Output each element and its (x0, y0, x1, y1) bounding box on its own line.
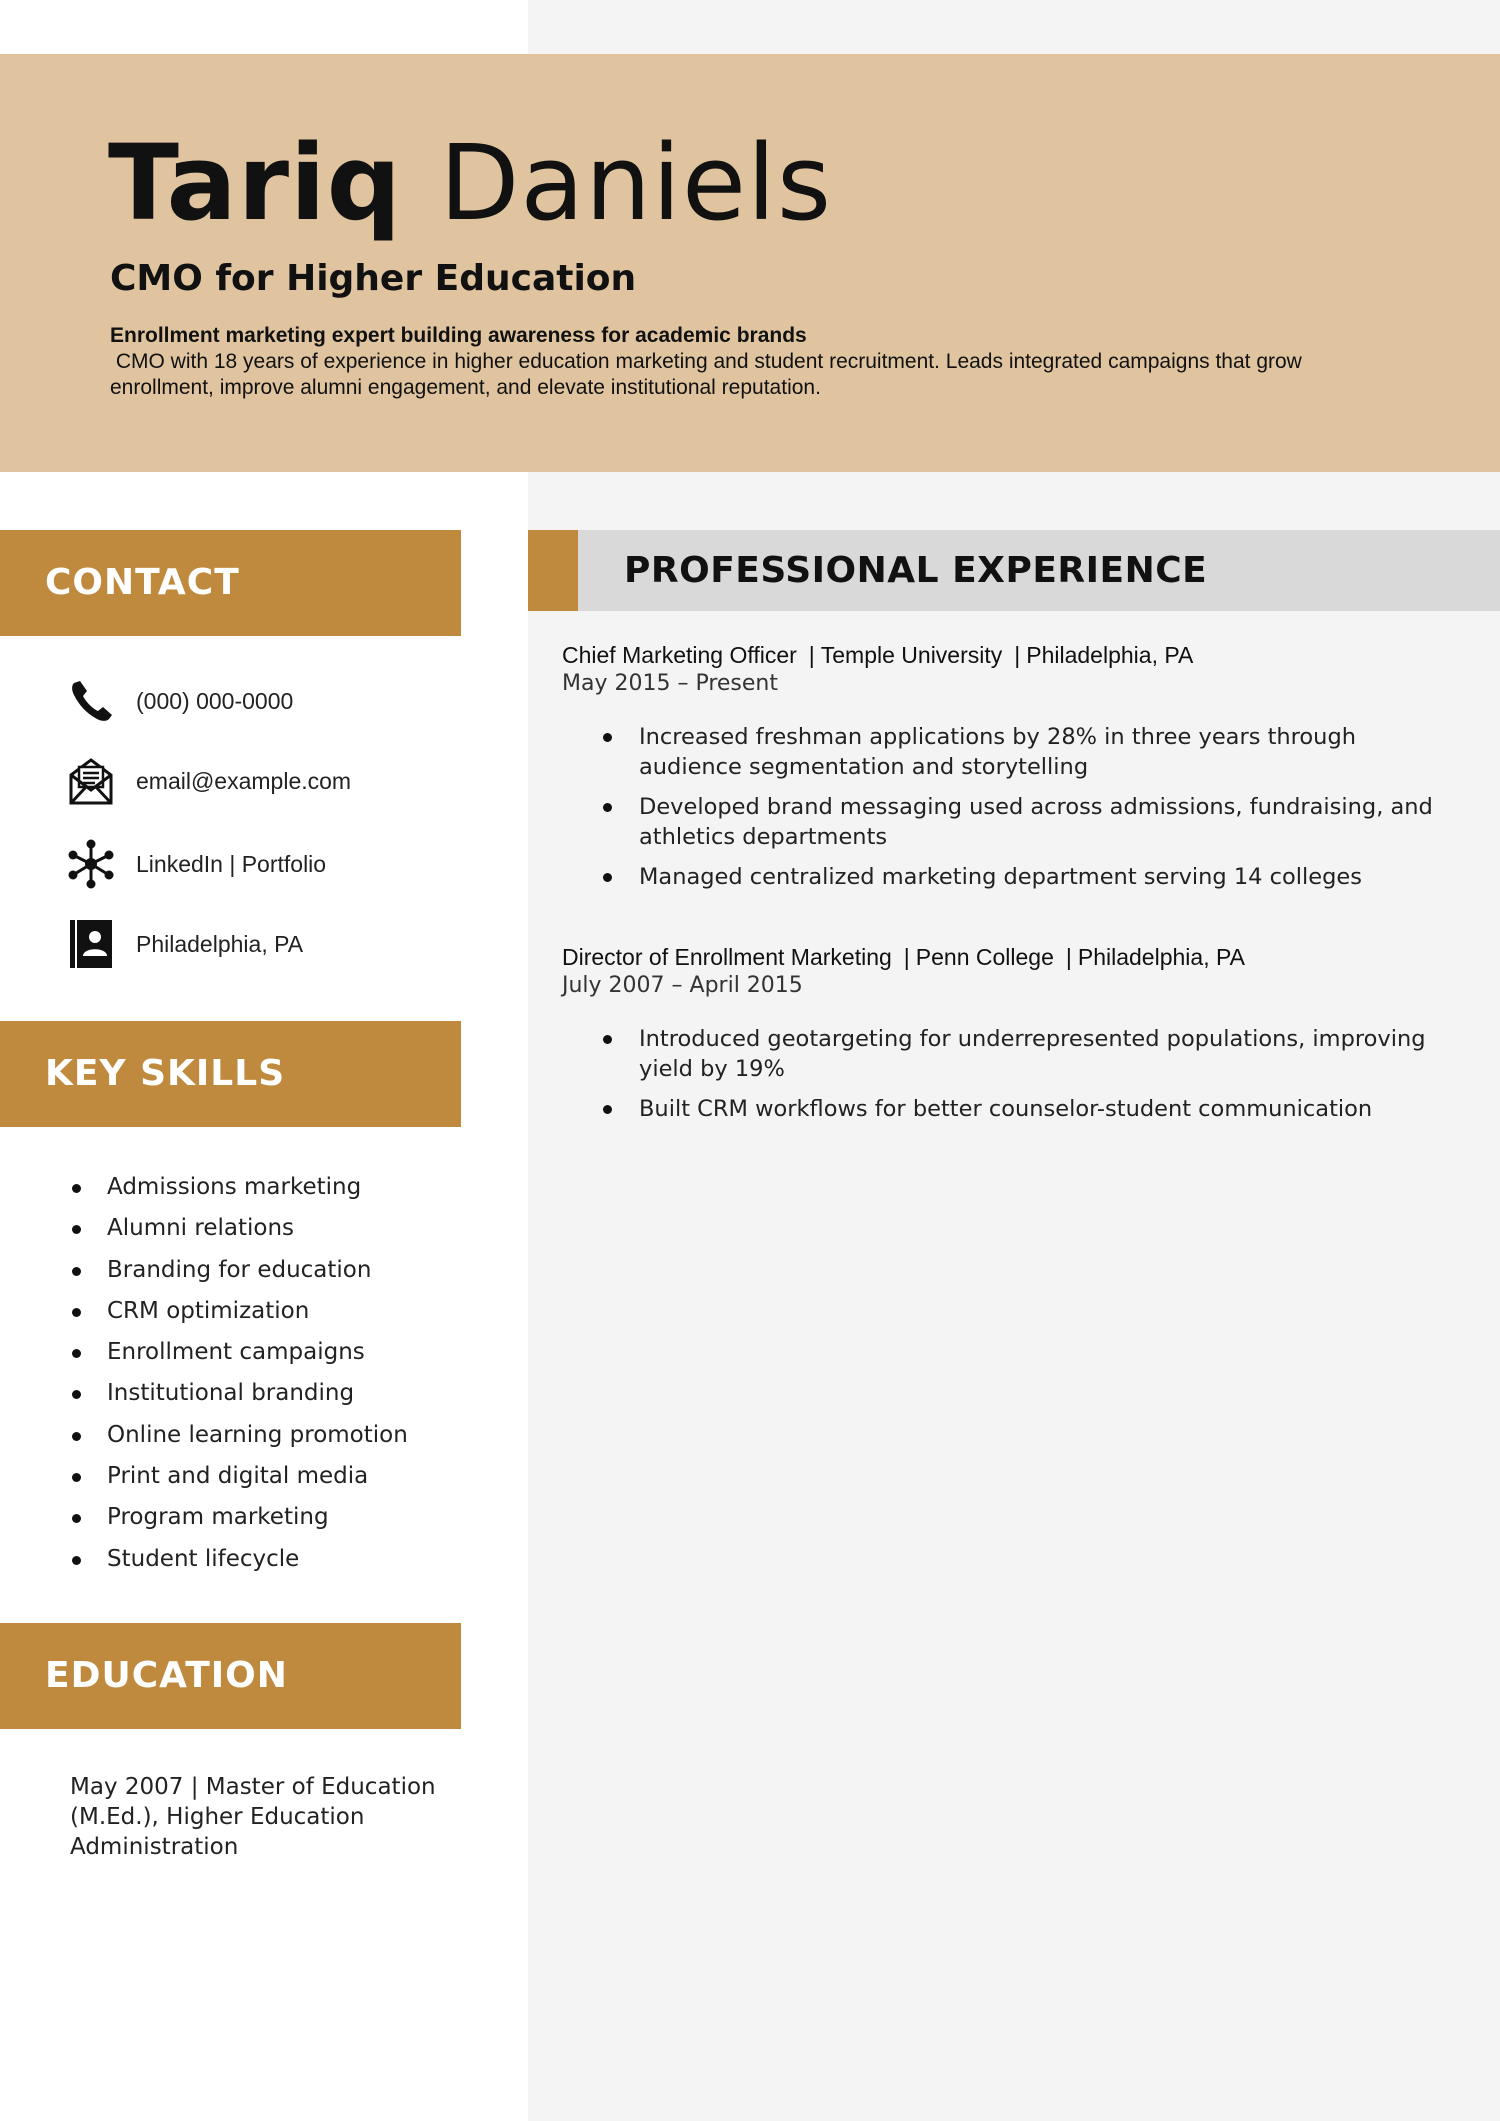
job-dates: July 2007 – April 2015 (562, 973, 803, 998)
last-name: Daniels (439, 122, 833, 244)
summary (110, 323, 1410, 401)
job-bullet: Managed centralized marketing department serving 14 colleges (562, 862, 1462, 892)
skill-item: Admissions marketing (70, 1167, 408, 1208)
education-entry: May 2007 | Master of Education (M.Ed.), Higher Education Administration (70, 1774, 436, 1860)
job-bullets (562, 1024, 1462, 1124)
job-role: Director of Enrollment Marketing (562, 944, 892, 970)
education-section-header (0, 1623, 461, 1729)
job-company: Penn College (915, 944, 1054, 970)
contact-links (68, 838, 488, 890)
phone-text: (000) 000-0000 (136, 688, 294, 714)
skill-item: CRM optimization (70, 1291, 408, 1332)
section-accent-block (528, 530, 578, 611)
job-bullet: Developed brand messaging used across admissions, fundraising, and athletics departments (562, 792, 1462, 852)
skills-section-header (0, 1021, 461, 1127)
contact-heading: CONTACT (45, 562, 240, 603)
skill-item: Enrollment campaigns (70, 1332, 408, 1373)
address-book-icon (68, 918, 114, 970)
job-bullet: Increased freshman applications by 28% in three years through audience segmentation and storytelling (562, 722, 1462, 782)
job-dates: May 2015 – Present (562, 671, 778, 696)
job-bullet: Built CRM workflows for better counselor-student communication (562, 1094, 1462, 1124)
job-bullet: Introduced geotargeting for underrepresented populations, improving yield by 19% (562, 1024, 1462, 1084)
job-title: CMO for Higher Education (110, 258, 637, 299)
summary-body (110, 349, 1410, 401)
job-location: Philadelphia, PA (1026, 642, 1194, 668)
job-header: Chief Marketing Officer | Temple University | Philadelphia, PA (562, 642, 1194, 668)
candidate-name (108, 118, 832, 248)
phone-icon (68, 675, 114, 727)
contact-email (68, 755, 488, 807)
skill-item: Student lifecycle (70, 1539, 408, 1580)
skills-heading: KEY SKILLS (45, 1053, 286, 1094)
experience-section-header (528, 530, 1500, 611)
contact-section-header (0, 530, 461, 636)
job-entry (562, 641, 1462, 902)
job-bullets (562, 722, 1462, 892)
envelope-icon (68, 755, 114, 807)
contact-location (68, 918, 488, 970)
job-role: Chief Marketing Officer (562, 642, 797, 668)
job-entry (562, 943, 1462, 1134)
skills-list (70, 1167, 408, 1580)
skill-item: Print and digital media (70, 1456, 408, 1497)
education-heading: EDUCATION (45, 1655, 288, 1696)
skill-item: Institutional branding (70, 1373, 408, 1414)
first-name: Tariq (108, 122, 403, 244)
email-text: email@example.com (136, 768, 352, 794)
location-text: Philadelphia, PA (136, 931, 304, 957)
summary-headline: Enrollment marketing expert building awareness for academic brands (110, 324, 807, 347)
job-location: Philadelphia, PA (1077, 944, 1245, 970)
skill-item: Program marketing (70, 1497, 408, 1538)
skill-item: Branding for education (70, 1250, 408, 1291)
job-company: Temple University (820, 642, 1003, 668)
job-header: Director of Enrollment Marketing | Penn College | Philadelphia, PA (562, 944, 1245, 970)
summary-text: CMO with 18 years of experience in higher education marketing and student recruitment. Leads integrated campaigns that grow enrollment, improve alumni engagement, and elevate institutional reputation. (110, 350, 1302, 399)
skill-item: Alumni relations (70, 1208, 408, 1249)
links-text: LinkedIn | Portfolio (136, 851, 327, 877)
network-icon (68, 838, 114, 890)
skill-item: Online learning promotion (70, 1415, 408, 1456)
experience-heading: PROFESSIONAL EXPERIENCE (624, 550, 1208, 591)
contact-phone (68, 675, 488, 727)
